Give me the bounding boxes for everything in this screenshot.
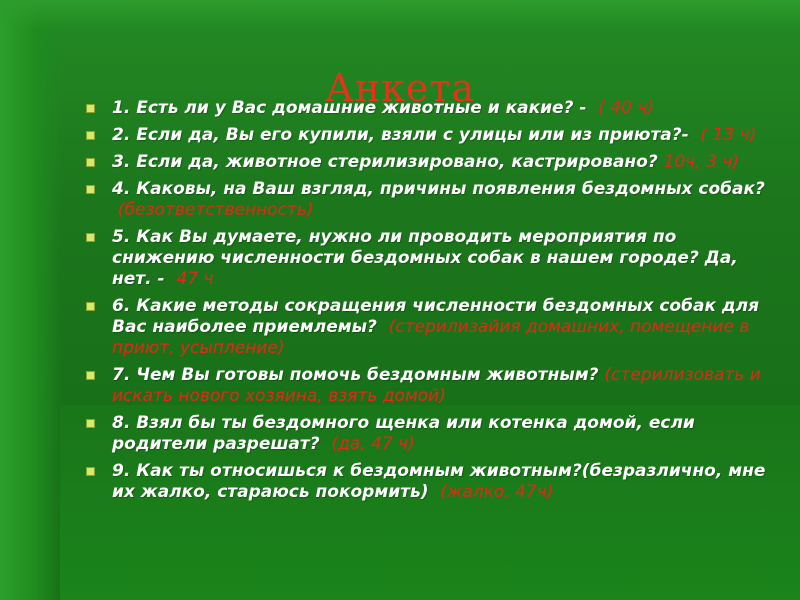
answer-text: 10ч, 3 ч) <box>663 152 740 172</box>
question-text: 6. Какие методы сокращения численности бездомных собак для Вас наиболее приемлемы? <box>112 296 760 337</box>
answer-text: (стерилизовать и искать нового хозяина, взять домой) <box>112 365 761 406</box>
question-text: 4. Каковы, на Ваш взгляд, причины появления бездомных собак? <box>112 179 765 199</box>
bullet-icon <box>86 104 95 113</box>
answer-text: ( 13 ч) <box>700 125 757 145</box>
bullet-icon <box>86 302 95 311</box>
question-text: 7. Чем Вы готовы помочь бездомным животным? <box>112 365 599 385</box>
bullet-icon <box>86 419 95 428</box>
bullet-icon <box>86 185 95 194</box>
question-text: 1. Есть ли у Вас домашние животные и какие? - <box>112 98 587 118</box>
question-item-3 <box>86 152 776 173</box>
bullet-icon <box>86 131 95 140</box>
question-text: 2. Если да, Вы его купили, взяли с улицы или из приюта?- <box>112 125 689 145</box>
bullet-icon <box>86 233 95 242</box>
question-item-8 <box>86 413 776 455</box>
question-text: 9. Как ты относишься к бездомным животным?(безразлично, мне их жалко, стараюсь покормить) <box>112 461 766 502</box>
answer-text: (да, 47 ч) <box>331 434 415 454</box>
question-text: 5. Как Вы думаете, нужно ли проводить мероприятия по снижению численности бездомных собак в нашем городе? Да, нет. - <box>112 227 738 289</box>
bullet-icon <box>86 371 95 380</box>
bullet-icon <box>86 158 95 167</box>
question-text: 8. Взял бы ты бездомного щенка или котенка домой, если родители разрешат? <box>112 413 695 454</box>
answer-text: ( 40 ч) <box>598 98 654 118</box>
question-item-4 <box>86 179 776 221</box>
answer-text: (стерилизайия домашних, помещение в приют, усыпление) <box>112 317 750 358</box>
question-item-9 <box>86 461 776 503</box>
question-list <box>86 98 776 509</box>
bullet-icon <box>86 467 95 476</box>
answer-text: 47 ч <box>176 269 214 289</box>
answer-text: (жалко, 47ч) <box>440 482 554 502</box>
slide-title: Анкета <box>324 66 476 110</box>
question-item-7 <box>86 365 776 407</box>
question-item-5 <box>86 227 776 290</box>
question-item-2 <box>86 125 776 146</box>
question-item-1 <box>86 98 776 119</box>
question-text: 3. Если да, животное стерилизировано, кастрировано? <box>112 152 658 172</box>
background-band-top <box>0 0 800 30</box>
answer-text: (безответственность) <box>117 200 314 220</box>
question-item-6 <box>86 296 776 359</box>
